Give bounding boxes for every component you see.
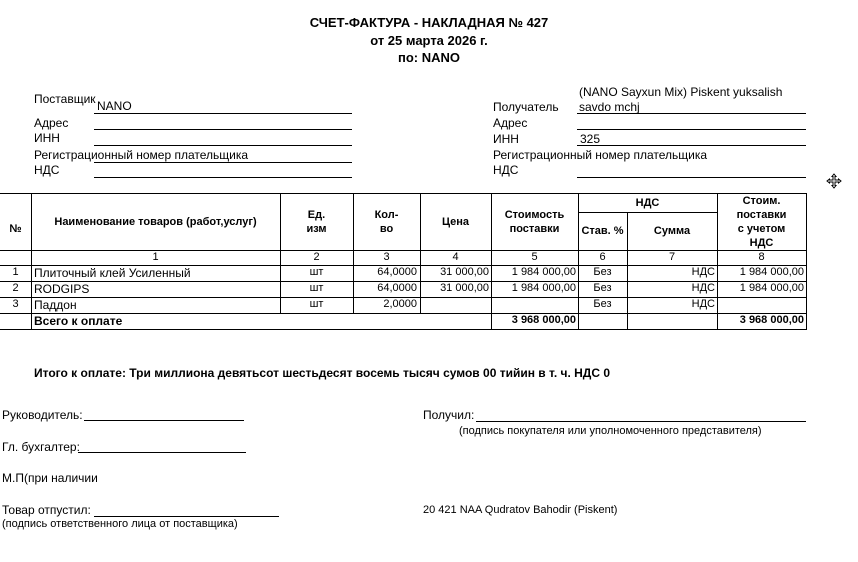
col-number: 1 bbox=[152, 251, 159, 263]
col-header-unit-2: изм bbox=[306, 223, 327, 235]
row-qty: 64,0000 bbox=[377, 266, 417, 278]
recipient-vat-label: НДС bbox=[493, 163, 519, 177]
supplier-reg-line bbox=[94, 162, 352, 163]
recipient-inn: 325 bbox=[580, 132, 601, 146]
row-num: 3 bbox=[12, 298, 19, 310]
total-with-vat: 3 968 000,00 bbox=[739, 314, 804, 326]
col-number: 2 bbox=[313, 251, 320, 263]
total-cost: 3 968 000,00 bbox=[511, 314, 576, 326]
col-header-price: Цена bbox=[441, 216, 470, 228]
row-name: RODGIPS bbox=[34, 282, 90, 296]
col-header-vat-rate: Став. % bbox=[581, 225, 624, 237]
col-number: 8 bbox=[758, 251, 765, 263]
recipient-reg-label: Регистрационный номер плательщика bbox=[493, 148, 708, 162]
row-vat-sum: НДС bbox=[691, 266, 715, 278]
row-qty: 64,0000 bbox=[377, 282, 417, 294]
released-label: Товар отпустил: bbox=[2, 503, 91, 517]
col-header-unit-1: Ед. bbox=[307, 209, 326, 221]
col-header-vat-sum: Сумма bbox=[653, 225, 691, 237]
recipient-address-label: Адрес bbox=[493, 116, 528, 130]
received-note: (подпись покупателя или уполномоченного представителя) bbox=[459, 425, 762, 437]
recipient-label: Получатель bbox=[493, 100, 559, 114]
row-name: Плиточный клей Усиленный bbox=[34, 266, 191, 280]
move-cursor-icon bbox=[826, 173, 842, 189]
released-note: (подпись ответственного лица от поставщика) bbox=[2, 518, 238, 530]
row-name: Паддон bbox=[34, 298, 77, 312]
row-unit: шт bbox=[309, 266, 324, 278]
supplier-address-label: Адрес bbox=[34, 116, 69, 130]
supplier-inn-label: ИНН bbox=[34, 131, 60, 145]
supplier-name-line bbox=[94, 113, 352, 114]
row-total: 1 984 000,00 bbox=[739, 282, 804, 294]
col-header-vat-group: НДС bbox=[635, 197, 660, 209]
col-header-cost-1: Стоимость bbox=[504, 209, 565, 221]
received-signature-line bbox=[476, 421, 806, 422]
supplier-vat-line bbox=[94, 177, 352, 178]
supplier-label: Поставщик bbox=[34, 92, 96, 106]
row-total: 1 984 000,00 bbox=[739, 266, 804, 278]
recipient-name-line1: (NANO Sayxun Mix) Piskent yuksalish bbox=[579, 85, 783, 99]
document-date: от 25 марта 2026 г. bbox=[370, 33, 488, 48]
stamp-label: М.П(при наличии bbox=[2, 471, 98, 485]
row-unit: шт bbox=[309, 298, 324, 310]
col-number: 4 bbox=[452, 251, 459, 263]
recipient-name-line2: savdo mchj bbox=[579, 100, 640, 114]
row-vat-rate: Без bbox=[593, 298, 612, 310]
director-label: Руководитель: bbox=[2, 408, 83, 422]
supplier-address-line bbox=[94, 129, 352, 130]
director-signature-line bbox=[84, 420, 244, 421]
row-vat-rate: Без bbox=[593, 282, 612, 294]
row-num: 1 bbox=[12, 266, 19, 278]
supplier-vat-label: НДС bbox=[34, 163, 60, 177]
col-header-cost-2: поставки bbox=[509, 223, 560, 235]
row-vat-rate: Без bbox=[593, 266, 612, 278]
row-vat-sum: НДС bbox=[691, 298, 715, 310]
col-number: 6 bbox=[599, 251, 606, 263]
accountant-label: Гл. бухгалтер: bbox=[2, 440, 80, 454]
accountant-signature-line bbox=[78, 452, 246, 453]
col-header-qty-1: Кол- bbox=[374, 209, 399, 221]
document-title: СЧЕТ-ФАКТУРА - НАКЛАДНАЯ № 427 bbox=[309, 15, 549, 30]
row-num: 2 bbox=[12, 282, 19, 294]
recipient-name-line bbox=[577, 113, 806, 114]
released-signature-line bbox=[94, 516, 279, 517]
total-label: Всего к оплате bbox=[34, 314, 123, 328]
col-header-total-2: поставки bbox=[736, 209, 787, 221]
col-number: 5 bbox=[531, 251, 538, 263]
row-vat-sum: НДС bbox=[691, 282, 715, 294]
received-label: Получил: bbox=[423, 408, 475, 422]
amount-in-words: Итого к оплате: Три миллиона девятьсот шестьдесят восемь тысяч сумов 00 тийин в т. ч. НДС 0 bbox=[34, 366, 611, 380]
col-header-num: № bbox=[9, 223, 22, 235]
row-price: 31 000,00 bbox=[440, 266, 489, 278]
document-basis: по: NANO bbox=[397, 50, 460, 65]
col-header-name: Наименование товаров (работ,услуг) bbox=[54, 216, 257, 228]
col-header-total-3: с учетом bbox=[737, 223, 786, 235]
recipient-inn-line bbox=[577, 145, 806, 146]
col-number: 7 bbox=[668, 251, 676, 263]
supplier-name: NANO bbox=[97, 99, 132, 113]
row-cost: 1 984 000,00 bbox=[511, 266, 576, 278]
recipient-vat-line bbox=[577, 177, 806, 178]
row-cost: 1 984 000,00 bbox=[511, 282, 576, 294]
col-header-total-4: НДС bbox=[749, 237, 774, 249]
supplier-reg-label: Регистрационный номер плательщика bbox=[34, 148, 249, 162]
row-unit: шт bbox=[309, 282, 324, 294]
document-reference: 20 421 NAA Qudratov Bahodir (Piskent) bbox=[423, 504, 618, 516]
row-price: 31 000,00 bbox=[440, 282, 489, 294]
recipient-inn-label: ИНН bbox=[493, 132, 519, 146]
row-qty: 2,0000 bbox=[383, 298, 417, 310]
recipient-address-line bbox=[577, 129, 806, 130]
col-number: 3 bbox=[383, 251, 390, 263]
col-header-qty-2: во bbox=[379, 223, 394, 235]
supplier-inn-line bbox=[94, 145, 352, 146]
col-header-total-1: Стоим. bbox=[742, 195, 781, 207]
